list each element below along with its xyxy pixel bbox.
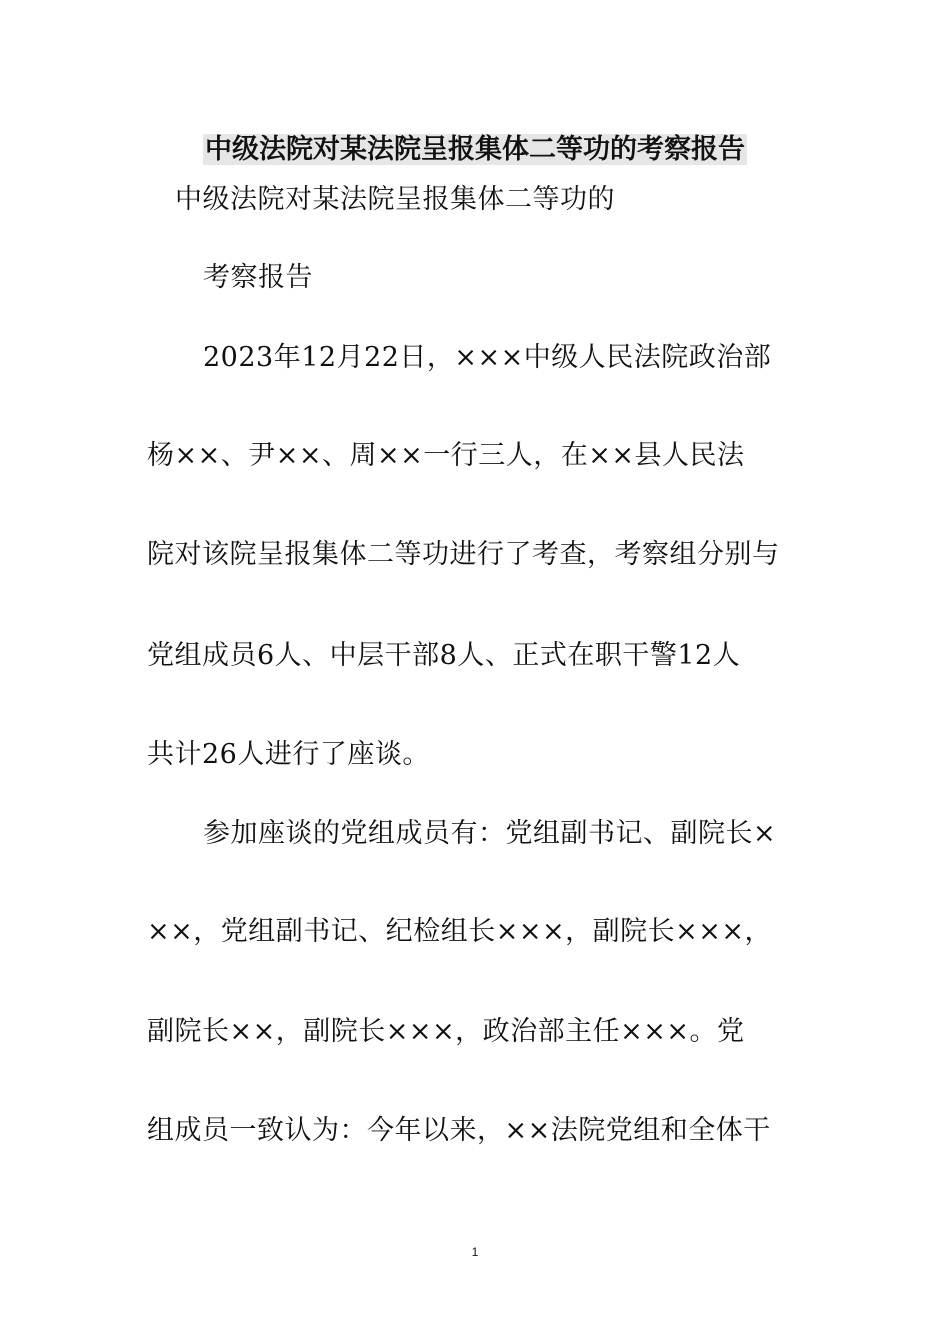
paragraph-2-line-3: 副院长××，副院长×××，政治部主任×××。党 [147, 1016, 745, 1047]
paragraph-1-line-4: 党组成员6人、中层干部8人、正式在职干警12人 [147, 640, 741, 671]
paragraph-2-line-2: ××，党组副书记、纪检组长×××，副院长×××， [147, 916, 772, 947]
paragraph-1-line-3: 院对该院呈报集体二等功进行了考查，考察组分别与 [147, 539, 780, 570]
paragraph-2-line-4: 组成员一致认为：今年以来，××法院党组和全体干 [147, 1115, 771, 1146]
subtitle-line-2: 考察报告 [203, 262, 313, 293]
page-number: 1 [471, 1245, 479, 1259]
paragraph-1-line-2: 杨××、尹××、周××一行三人，在××县人民法 [147, 440, 745, 471]
document-title-text: 中级法院对某法院呈报集体二等功的考察报告 [205, 134, 745, 165]
paragraph-1-line-1: 2023年12月22日，×××中级人民法院政治部 [203, 342, 772, 373]
paragraph-2-line-1: 参加座谈的党组成员有：党组副书记、副院长× [203, 818, 777, 849]
subtitle-line-1: 中级法院对某法院呈报集体二等功的 [175, 184, 615, 215]
document-title [0, 130, 950, 170]
paragraph-1-line-5: 共计26人进行了座谈。 [147, 739, 430, 770]
